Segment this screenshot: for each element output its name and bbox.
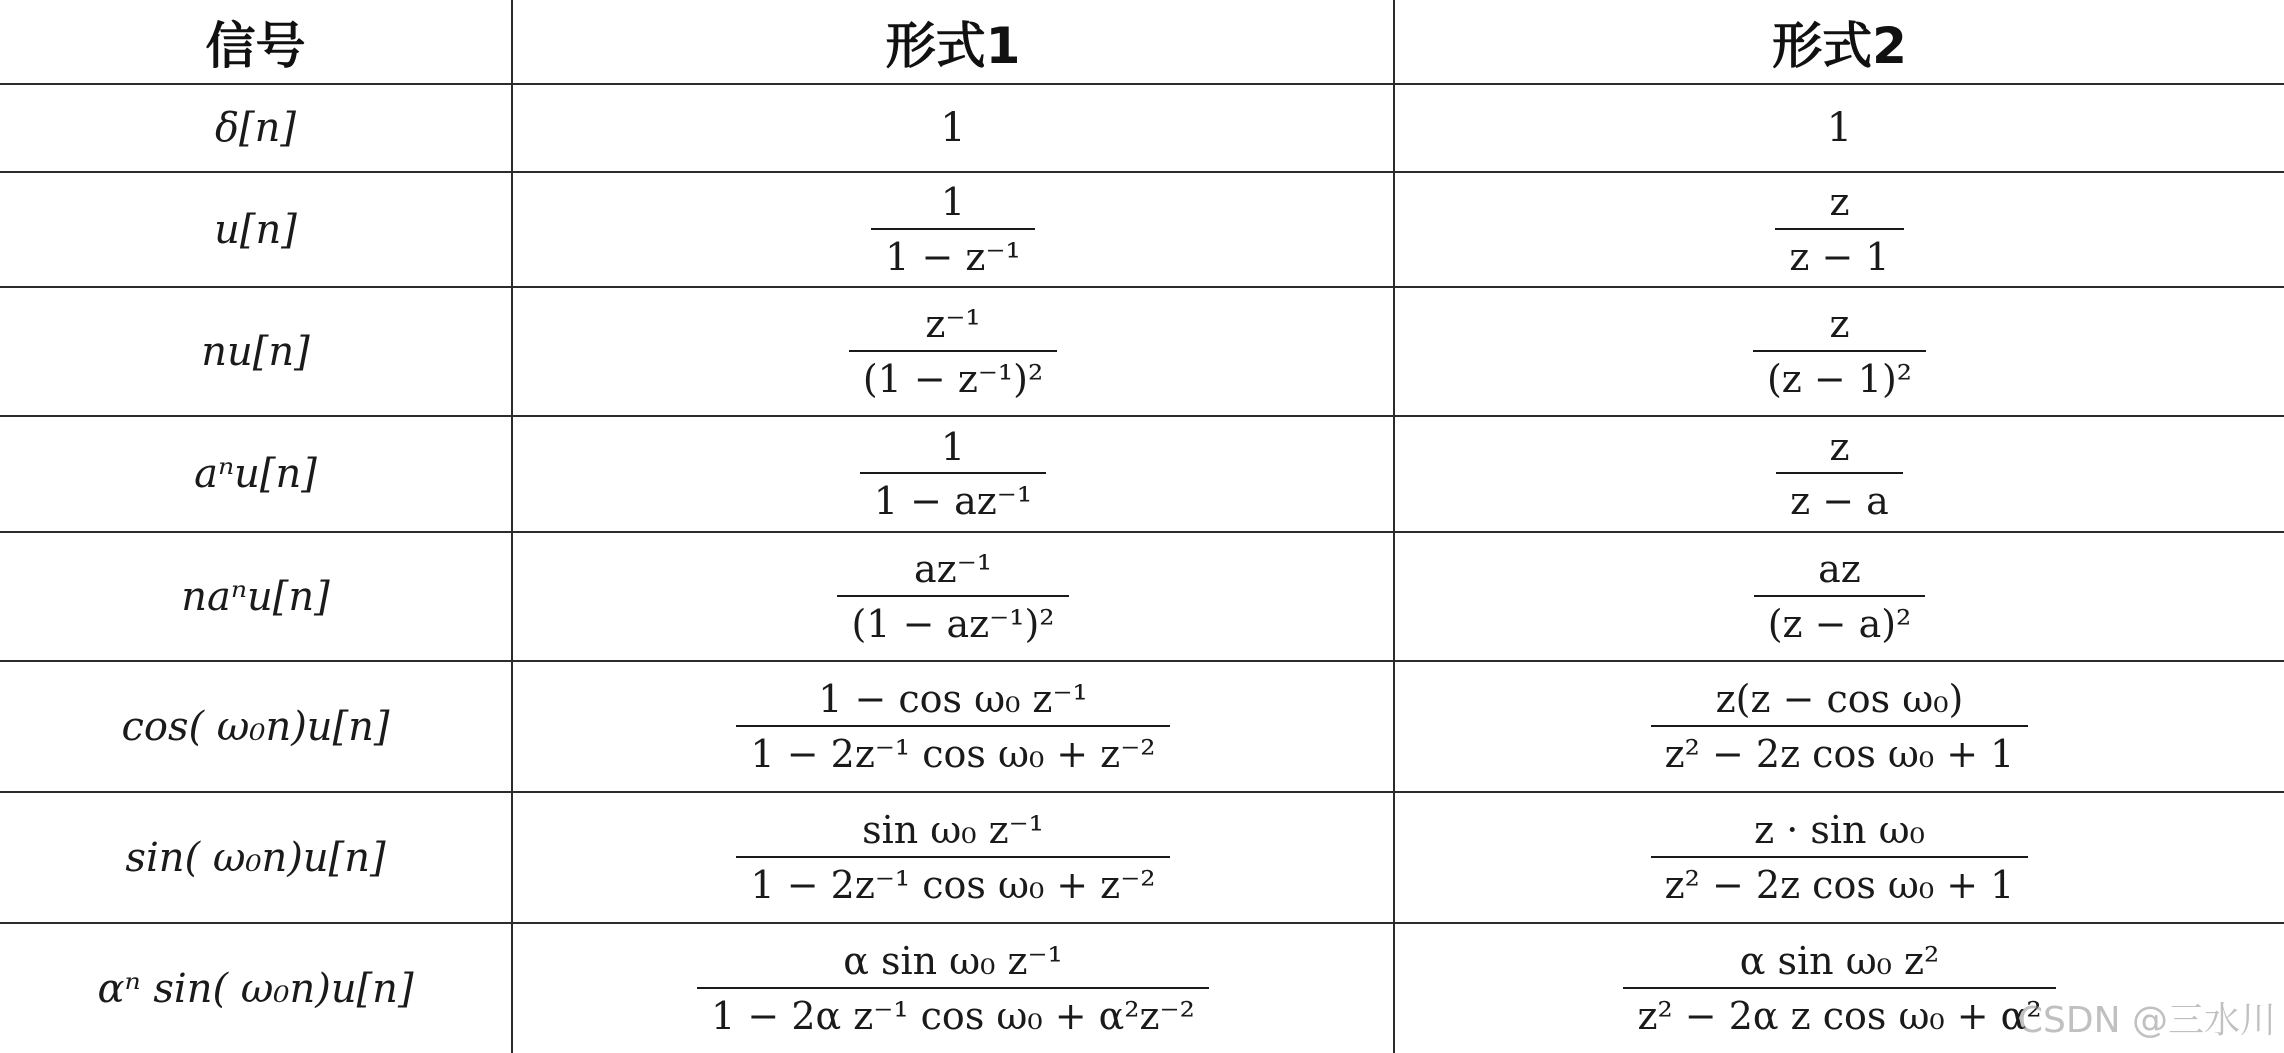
signal-cell: [0, 923, 512, 1053]
form1-fraction: [849, 301, 1057, 402]
signal-expression: cos( ω₀n)u[n]: [121, 703, 390, 750]
signal-cell: [0, 661, 512, 792]
form2-fraction: [1651, 676, 2029, 777]
denominator: 1 − 2z⁻¹ cos ω₀ + z⁻²: [736, 725, 1169, 777]
denominator: 1 − 2z⁻¹ cos ω₀ + z⁻²: [736, 856, 1169, 908]
signal-cell: [0, 84, 512, 172]
numerator: 1: [940, 424, 966, 469]
denominator: z − 1: [1775, 228, 1903, 280]
form2-cell: [1394, 792, 2284, 923]
signal-cell: [0, 416, 512, 532]
table-row: [0, 172, 2284, 287]
form2-cell: [1394, 416, 2284, 532]
header-form1: 形式1: [512, 0, 1394, 84]
form1-cell: [512, 84, 1394, 172]
signal-cell: [0, 287, 512, 416]
form1-fraction: [871, 179, 1035, 280]
table-row: [0, 416, 2284, 532]
denominator: 1 − 2α z⁻¹ cos ω₀ + α²z⁻²: [697, 987, 1209, 1039]
form1-fraction: [697, 938, 1209, 1039]
form2-value: 1: [1826, 105, 1853, 151]
numerator: z(z − cos ω₀): [1715, 677, 1964, 722]
signal-expression: sin( ω₀n)u[n]: [125, 834, 386, 881]
numerator: z: [1829, 302, 1850, 347]
denominator: (z − 1)²: [1753, 350, 1926, 402]
table-row: [0, 84, 2284, 172]
form2-cell: [1394, 661, 2284, 792]
denominator: 1 − az⁻¹: [860, 472, 1046, 524]
table-row: [0, 923, 2284, 1053]
denominator: (1 − az⁻¹)²: [837, 595, 1068, 647]
form2-cell: [1394, 287, 2284, 416]
denominator: z² − 2z cos ω₀ + 1: [1651, 856, 2029, 908]
form1-cell: [512, 532, 1394, 661]
numerator: az⁻¹: [914, 547, 992, 592]
signal-cell: [0, 792, 512, 923]
table-row: [0, 792, 2284, 923]
signal-expression: nu[n]: [201, 328, 310, 375]
numerator: z: [1829, 180, 1850, 225]
watermark-text: CSDN @三水川: [2017, 1000, 2276, 1041]
signal-cell: [0, 172, 512, 287]
form2-fraction: [1776, 424, 1903, 525]
denominator: 1 − z⁻¹: [871, 228, 1035, 280]
form1-value: 1: [940, 105, 966, 151]
denominator: (z − a)²: [1754, 595, 1926, 647]
numerator: sin ω₀ z⁻¹: [862, 808, 1044, 853]
signal-expression: aⁿu[n]: [194, 451, 317, 497]
header-form2: 形式2: [1394, 0, 2284, 84]
form1-cell: [512, 416, 1394, 532]
numerator: α sin ω₀ z⁻¹: [843, 939, 1063, 984]
numerator: 1: [940, 180, 966, 225]
form1-fraction: [837, 546, 1068, 647]
form2-fraction: [1753, 301, 1926, 402]
form1-cell: [512, 923, 1394, 1053]
header-row: [0, 0, 2284, 84]
form1-cell: [512, 661, 1394, 792]
form1-fraction: [860, 424, 1046, 525]
form1-fraction: [736, 807, 1169, 908]
denominator: (1 − z⁻¹)²: [849, 350, 1057, 402]
form2-cell: [1394, 532, 2284, 661]
numerator: z · sin ω₀: [1754, 808, 1925, 853]
form1-fraction: [736, 676, 1169, 777]
form1-cell: [512, 172, 1394, 287]
signal-cell: [0, 532, 512, 661]
signal-expression: δ[n]: [214, 105, 297, 151]
numerator: z: [1829, 424, 1850, 469]
denominator: z − a: [1776, 472, 1903, 524]
numerator: z⁻¹: [925, 302, 981, 347]
form1-cell: [512, 792, 1394, 923]
form2-cell: [1394, 172, 2284, 287]
form2-fraction: [1623, 938, 2055, 1039]
table-row: [0, 287, 2284, 416]
header-signal: 信号: [0, 0, 512, 84]
numerator: 1 − cos ω₀ z⁻¹: [818, 677, 1088, 722]
form2-fraction: [1775, 179, 1903, 280]
table-row: [0, 661, 2284, 792]
table-row: [0, 532, 2284, 661]
numerator: α sin ω₀ z²: [1739, 939, 1940, 984]
signal-expression: u[n]: [214, 206, 297, 253]
denominator: z² − 2α z cos ω₀ + α²: [1623, 987, 2055, 1039]
form1-cell: [512, 287, 1394, 416]
form2-cell: [1394, 84, 2284, 172]
signal-expression: αⁿ sin( ω₀n)u[n]: [97, 965, 414, 1012]
signal-expression: naⁿu[n]: [181, 573, 330, 620]
denominator: z² − 2z cos ω₀ + 1: [1651, 725, 2029, 777]
form2-fraction: [1754, 546, 1926, 647]
numerator: az: [1818, 547, 1861, 592]
form2-fraction: [1651, 807, 2029, 908]
